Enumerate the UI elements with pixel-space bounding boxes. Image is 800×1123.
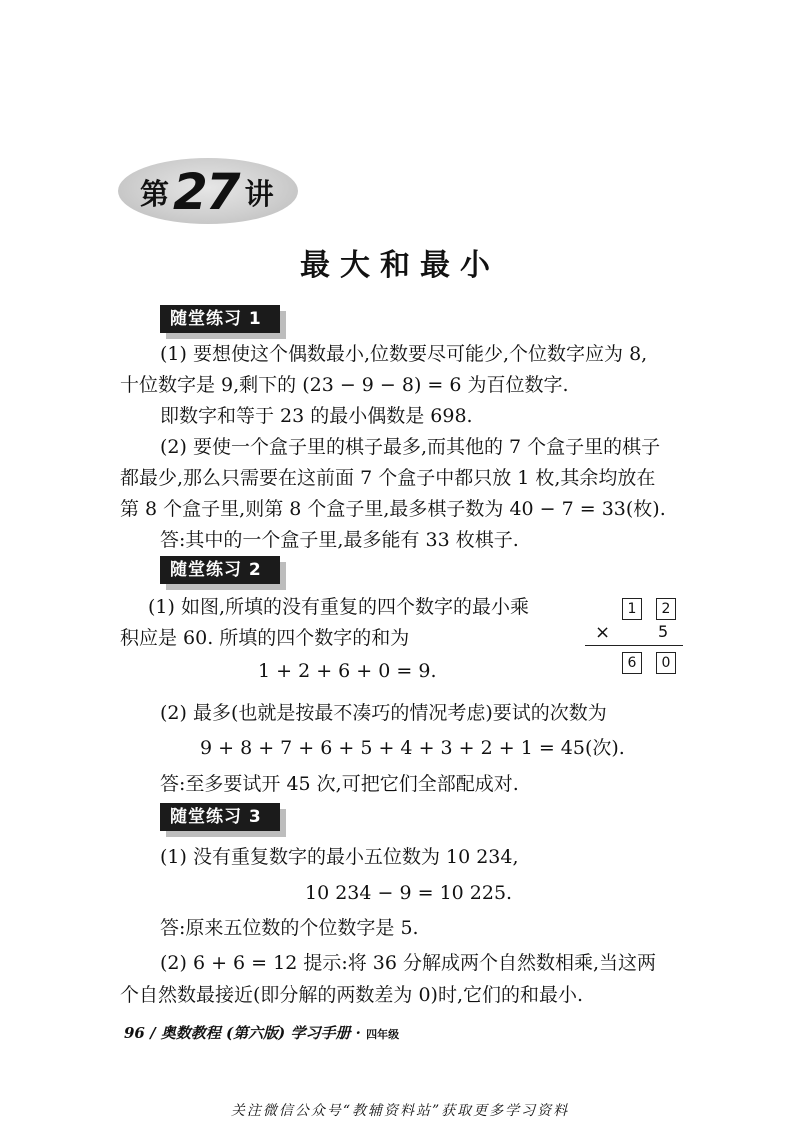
figure-digit-box: 2	[656, 598, 676, 620]
text-line: (1) 如图,所填的没有重复的四个数字的最小乘	[148, 596, 529, 618]
text-line: (2) 6 + 6 = 12 提示:将 36 分解成两个自然数相乘,当这两	[160, 952, 657, 974]
figure-multiplier: 5	[658, 622, 669, 641]
section-header-3: 随堂练习 3	[160, 803, 280, 831]
text-line: (2) 要使一个盒子里的棋子最多,而其他的 7 个盒子里的棋子	[160, 436, 661, 458]
chapter-suffix: 讲	[244, 176, 274, 211]
figure-digit-box: 6	[622, 652, 642, 674]
text-line: 10 234 − 9 = 10 225.	[305, 882, 513, 904]
chapter-badge	[140, 163, 274, 221]
text-line: 第 8 个盒子里,则第 8 个盒子里,最多棋子数为 40 − 7 = 33(枚).	[120, 498, 666, 520]
page-number: 96	[124, 1024, 145, 1042]
text-line: (1) 没有重复数字的最小五位数为 10 234,	[160, 846, 519, 868]
book-title: / 奥数教程 (第六版) 学习手册 ·	[150, 1024, 361, 1042]
page-title: 最大和最小	[300, 248, 500, 283]
text-line: 答:其中的一个盒子里,最多能有 33 枚棋子.	[160, 529, 519, 551]
text-line: 十位数字是 9,剩下的 (23 − 9 − 8) = 6 为百位数字.	[120, 374, 569, 396]
text-line: (2) 最多(也就是按最不凑巧的情况考虑)要试的次数为	[160, 702, 607, 724]
chapter-prefix: 第	[140, 176, 170, 211]
watermark-note: 关注微信公众号“教辅资料站”获取更多学习资料	[230, 1103, 570, 1119]
chapter-number: 27	[173, 163, 239, 221]
figure-rule	[585, 645, 683, 646]
figure-digit-box: 1	[622, 598, 642, 620]
text-line: 1 + 2 + 6 + 0 = 9.	[258, 660, 437, 682]
figure-digit-box: 0	[656, 652, 676, 674]
text-line: 个自然数最接近(即分解的两数差为 0)时,它们的和最小.	[120, 984, 584, 1006]
grade-label: 四年级	[366, 1028, 400, 1041]
text-line: 9 + 8 + 7 + 6 + 5 + 4 + 3 + 2 + 1 = 45(次).	[200, 737, 625, 759]
section-header-1: 随堂练习 1	[160, 305, 280, 333]
figure-operator: ×	[595, 622, 611, 643]
text-line: 答:原来五位数的个位数字是 5.	[160, 917, 419, 939]
section-header-2: 随堂练习 2	[160, 556, 280, 584]
text-line: 即数字和等于 23 的最小偶数是 698.	[160, 405, 473, 427]
text-line: 答:至多要试开 45 次,可把它们全部配成对.	[160, 773, 519, 795]
text-line: 都最少,那么只需要在这前面 7 个盒子中都只放 1 枚,其余均放在	[120, 467, 656, 489]
text-line: 积应是 60. 所填的四个数字的和为	[120, 627, 410, 649]
page-footer	[124, 1022, 399, 1043]
text-line: (1) 要想使这个偶数最小,位数要尽可能少,个位数字应为 8,	[160, 343, 648, 365]
